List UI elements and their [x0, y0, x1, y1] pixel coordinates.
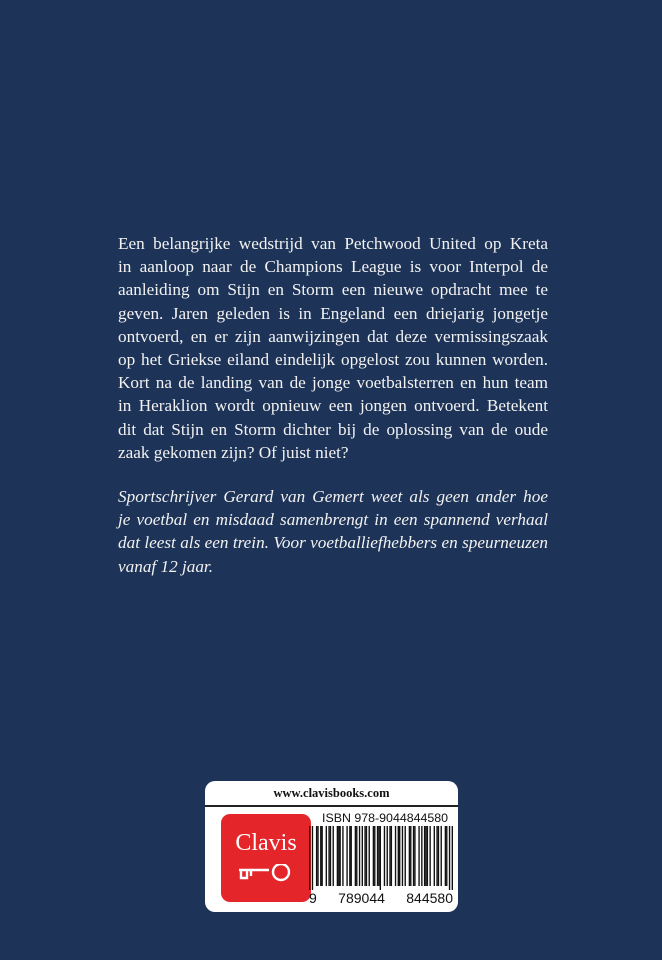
barcode-bar	[452, 826, 453, 890]
barcode-bar	[409, 826, 410, 886]
barcode-bar	[405, 826, 406, 886]
blurb-line: op het Griekse eiland eindelijk opgelost zou kunnen worden.	[118, 350, 548, 370]
barcode-bar	[351, 826, 352, 886]
clavis-logo	[221, 814, 311, 902]
barcode	[309, 826, 453, 890]
barcode-digit-group: 844580	[406, 890, 453, 906]
blurb-line: in Heraklion wordt opnieuw een jongen ontvoerd. Betekent	[118, 396, 548, 416]
barcode-bar	[445, 826, 446, 886]
barcode-bar	[321, 826, 322, 886]
barcode-digits	[309, 890, 453, 906]
barcode-bar	[413, 826, 414, 886]
blurb-line: ontvoerd, en er zijn aanwijzingen dat deze vermissingszaak	[118, 326, 548, 346]
barcode-bar	[359, 826, 360, 886]
barcode-bar	[449, 826, 450, 890]
barcode-bar	[438, 826, 439, 886]
barcode-bar	[384, 826, 385, 886]
key-icon	[237, 864, 295, 890]
divider	[205, 805, 458, 807]
barcode-bar	[398, 826, 399, 886]
publisher-panel	[205, 781, 458, 912]
barcode-digit-group: 789044	[338, 890, 385, 906]
author-line: dat leest als een trein. Voor voetballiefhebbers en speurneuzen	[118, 533, 548, 553]
barcode-bar	[337, 826, 338, 886]
barcode-bar	[402, 826, 403, 886]
barcode-bar	[374, 826, 375, 886]
barcode-bar	[362, 826, 363, 886]
barcode-bar	[446, 826, 447, 886]
barcode-bar	[410, 826, 411, 886]
blurb-line: dit dat Stijn en Storm dichter bij de oplossing van de oude	[118, 419, 548, 439]
barcode-digit-group: 9	[309, 890, 317, 906]
author-line: Sportschrijver Gerard van Gemert weet als geen ander hoe	[118, 487, 548, 506]
barcode-bar	[364, 826, 365, 886]
barcode-bar	[369, 826, 370, 886]
author-paragraph	[118, 485, 548, 578]
logo-text: Clavis	[235, 830, 297, 856]
barcode-bar	[317, 826, 318, 886]
barcode-bar	[425, 826, 426, 886]
author-line: vanaf 12 jaar.	[118, 556, 214, 576]
barcode-bar	[330, 826, 331, 886]
barcode-bar	[346, 826, 347, 886]
barcode-bar	[429, 826, 430, 886]
barcode-bar	[339, 826, 340, 886]
blurb-line: aanleiding om Stijn en Storm een nieuwe opdracht mee te	[118, 280, 548, 300]
author-line: je voetbal en misdaad samenbrengt in een spannend verhaal	[118, 510, 548, 530]
barcode-bar	[427, 826, 428, 886]
barcode-bar	[342, 826, 343, 886]
barcode-bar	[377, 826, 378, 886]
barcode-bar	[436, 826, 437, 886]
barcode-bar	[338, 826, 339, 886]
barcode-bar	[389, 826, 390, 886]
barcode-bar	[316, 826, 317, 886]
barcode-bar	[320, 826, 321, 886]
barcode-bar	[373, 826, 374, 886]
blurb-line: in aanloop naar de Champions League is voor Interpol de	[118, 257, 548, 277]
barcode-bar	[441, 826, 442, 886]
barcode-bar	[434, 826, 435, 886]
barcode-bar	[418, 826, 419, 886]
blurb-line: Een belangrijke wedstrijd van Petchwood United op Kreta	[118, 234, 548, 253]
publisher-url: www.clavisbooks.com	[273, 786, 390, 800]
barcode-bar	[355, 826, 356, 886]
barcode-bar	[326, 826, 327, 886]
barcode-bar	[391, 826, 392, 886]
barcode-bar	[349, 826, 350, 886]
barcode-bar	[395, 826, 396, 886]
barcode-bar	[309, 826, 310, 890]
blurb-paragraph	[118, 232, 548, 464]
blurb-line: Kort na de landing van de jonge voetbalsterren en hun team	[118, 373, 548, 393]
blurb-line: zaak gekomen zijn? Of juist niet?	[118, 442, 349, 462]
barcode-bar	[380, 826, 381, 890]
barcode-bar	[356, 826, 357, 886]
isbn-label: ISBN 978-9044844580	[322, 811, 449, 825]
barcode-bar	[333, 826, 334, 886]
blurb-line: geven. Jaren geleden is in Engeland een driejarig jongetje	[118, 303, 548, 323]
barcode-bar	[424, 826, 425, 886]
barcode-bar	[378, 826, 379, 886]
barcode-bar	[387, 826, 388, 886]
barcode-bar	[414, 826, 415, 886]
barcode-bar	[328, 826, 329, 886]
barcode-bar	[421, 826, 422, 886]
barcode-bar	[312, 826, 313, 890]
barcode-bar	[399, 826, 400, 886]
barcode-bar	[366, 826, 367, 886]
